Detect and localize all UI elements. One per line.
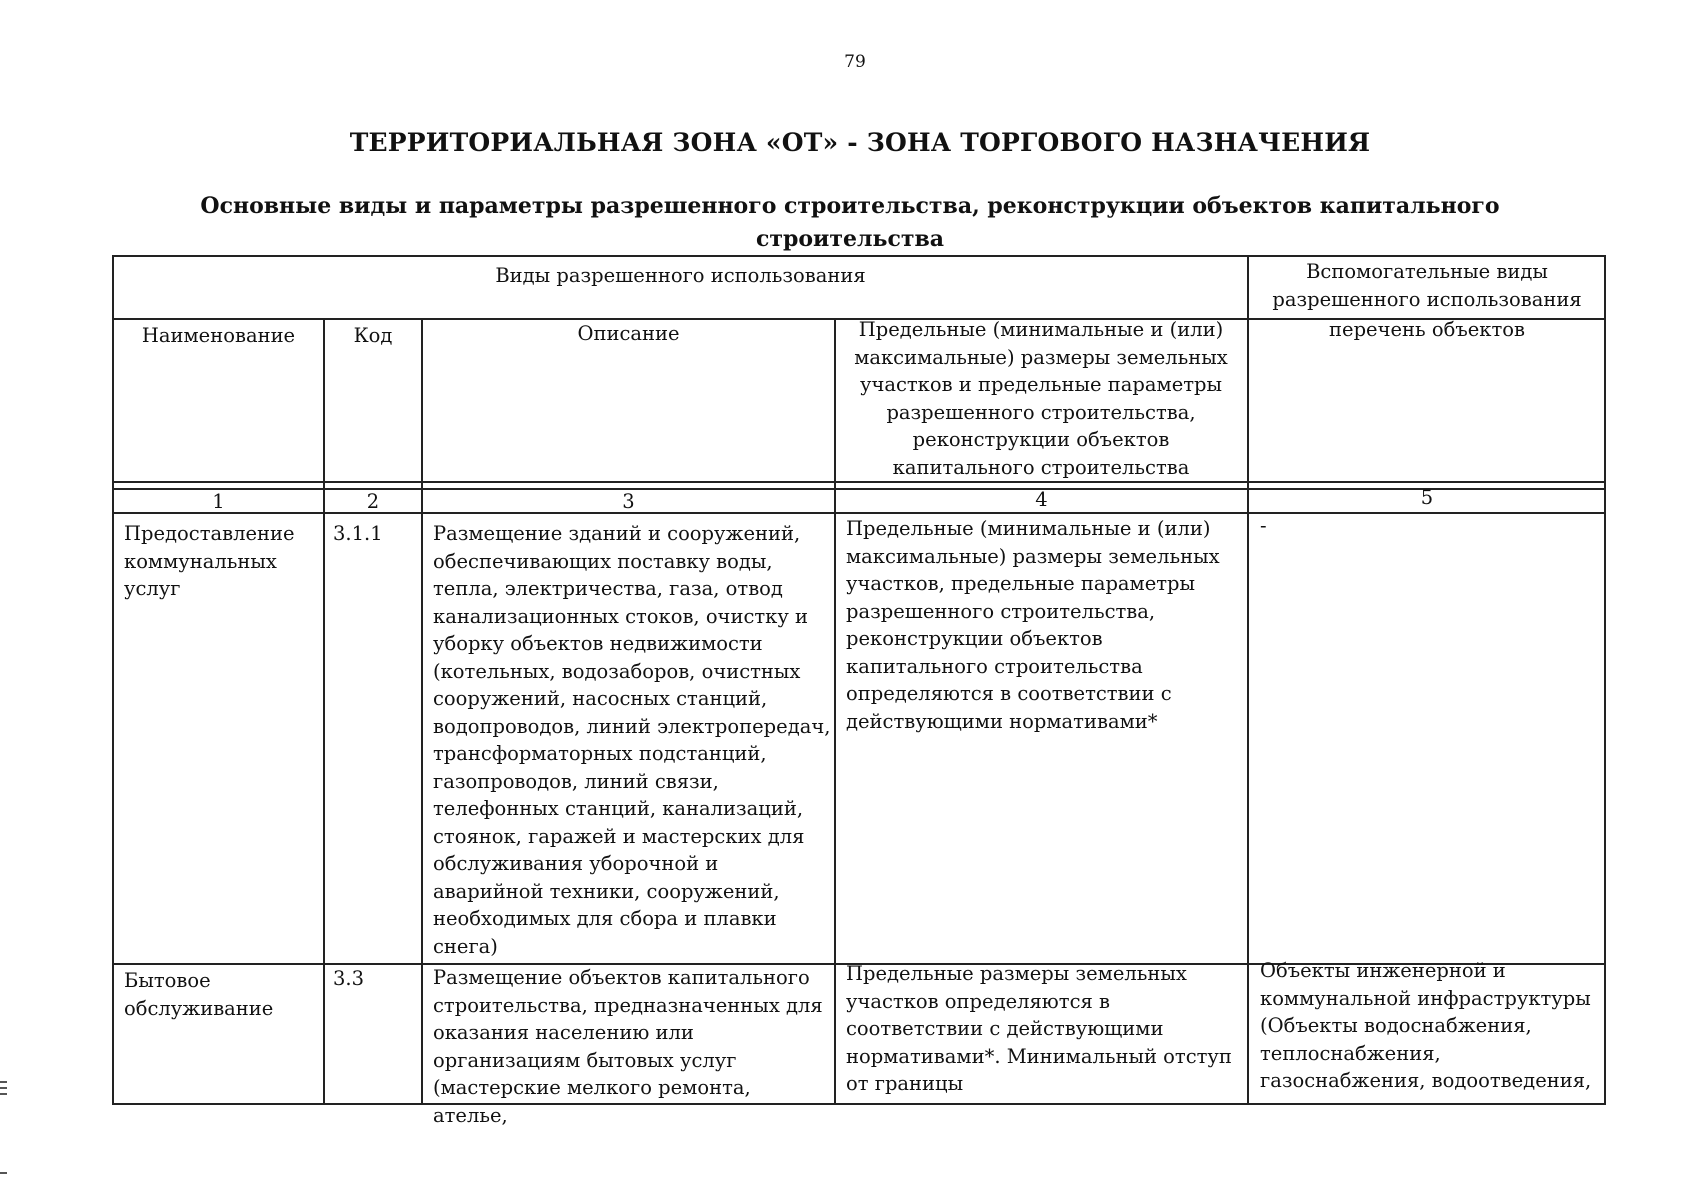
zone-title: ТЕРРИТОРИАЛЬНАЯ ЗОНА «ОТ» - ЗОНА ТОРГОВОГО НАЗНАЧЕНИЯ xyxy=(349,128,1371,157)
row-limits: Предельные размеры земельных участков определяются в соответствии с действующими нормативами*. Минимальный отступ от границы xyxy=(846,962,1232,1095)
table-border-bottom xyxy=(112,1103,1606,1105)
table-col-divider-3 xyxy=(834,318,836,1105)
table-rule-header xyxy=(112,481,1606,483)
row-aux-objects: Объекты инженерной и коммунальной инфраструктуры (Объекты водоснабжения, теплоснабжения, газоснабжения, водоотведения, xyxy=(1260,959,1592,1092)
row-name: Бытовое обслуживание xyxy=(124,969,274,1020)
scan-edge-mark xyxy=(0,1081,7,1083)
page-number: 79 xyxy=(844,52,866,72)
row-description: Размещение зданий и сооружений, обеспечивающих поставку воды, тепла, электричества, газа, отвод канализационных стоков, очистку и уборку объектов недвижимости (котельных, водозаборов, очистных сооружений, насосных станций, водопроводов, линий электропередач, трансформаторных подстанций, газопроводов, линий связи, телефонных станций, канализаций, стоянок, гаражей и мастерских для обслуживания уборочной и аварийной техники, сооружений, необходимых для сбора и плавки снега) xyxy=(433,522,831,958)
table-border-top xyxy=(112,255,1606,257)
table-col-divider-1 xyxy=(323,318,325,1105)
header-limits: Предельные (минимальные и (или) максимальные) размеры земельных участков и предельные параметры разрешенного строительства, реконструкции объектов капитального строительства xyxy=(854,318,1228,479)
header-name: Наименование xyxy=(141,324,296,347)
row-name: Предоставление коммунальных услуг xyxy=(124,522,295,600)
row-code: 3.3 xyxy=(333,967,365,990)
column-number-3: 3 xyxy=(622,490,635,513)
scan-edge-mark xyxy=(0,1087,7,1089)
subtitle: Основные виды и параметры разрешенного строительства, реконструкции объектов капитального строительства xyxy=(200,193,1500,252)
row-aux-objects: - xyxy=(1260,514,1267,537)
row-code: 3.1.1 xyxy=(333,522,383,545)
table-col-divider-2 xyxy=(421,318,423,1105)
row-description: Размещение объектов капитального строительства, предназначенных для оказания населению или организациям бытовых услуг (мастерские мелкого ремонта, ателье, xyxy=(433,966,823,1127)
header-code: Код xyxy=(353,324,393,347)
header-objects-list: перечень объектов xyxy=(1329,318,1525,341)
group-header-aux: Вспомогательные виды разрешенного использования xyxy=(1272,260,1582,311)
column-number-2: 2 xyxy=(366,490,380,513)
row-limits: Предельные (минимальные и (или) максимальные) размеры земельных участков, предельные параметры разрешенного строительства, реконструкции объектов капитального строительства определяются в соответствии с действующими нормативами* xyxy=(846,517,1220,733)
column-number-4: 4 xyxy=(1035,488,1048,511)
table-border-left xyxy=(112,255,114,1105)
scan-edge-mark xyxy=(0,1093,7,1095)
table-border-right xyxy=(1604,255,1606,1105)
group-header-main: Виды разрешенного использования xyxy=(495,264,866,287)
table-col-divider-4 xyxy=(1247,255,1249,1105)
column-number-5: 5 xyxy=(1420,486,1434,509)
header-description: Описание xyxy=(577,322,680,345)
column-number-1: 1 xyxy=(212,490,225,513)
scan-edge-mark xyxy=(0,1172,7,1174)
